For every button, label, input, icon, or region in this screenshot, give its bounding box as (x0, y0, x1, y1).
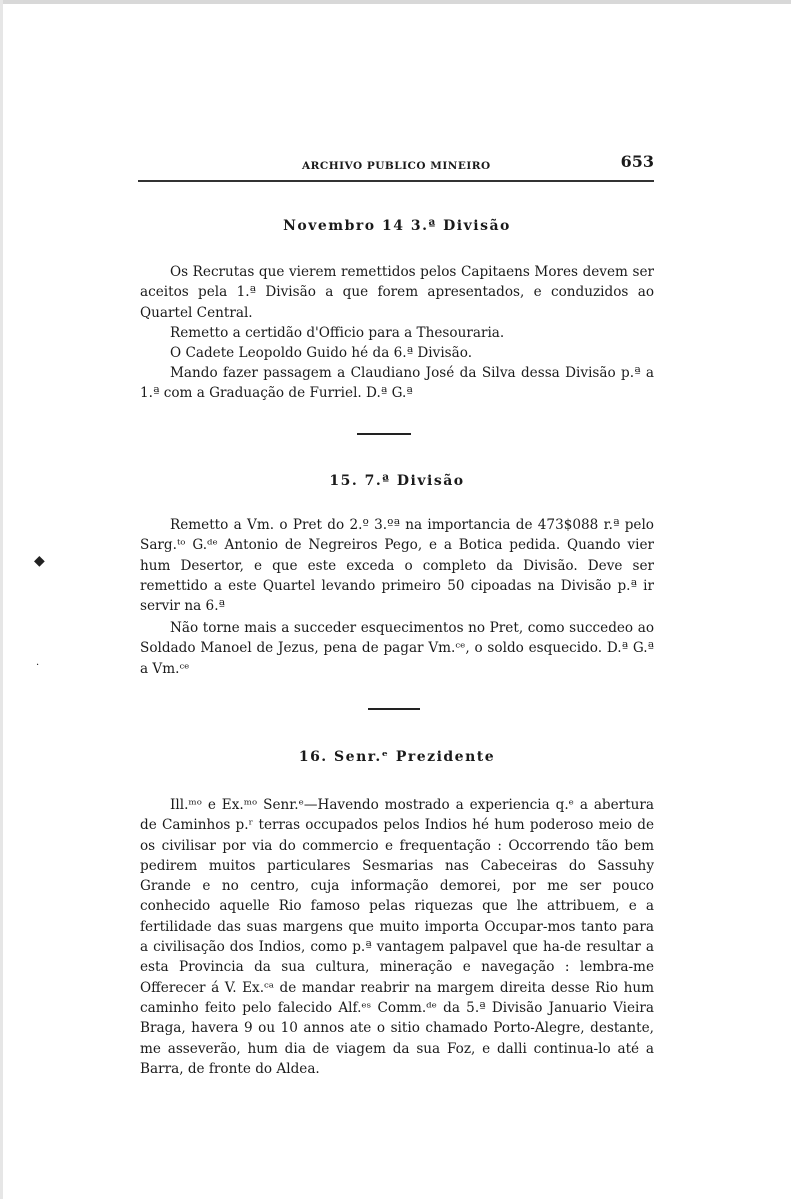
section-divider (368, 708, 420, 710)
running-title: ARCHIVO PUBLICO MINEIRO (302, 160, 491, 172)
page-header (138, 150, 654, 182)
paragraph: Não torne mais a succeder esquecimentos no Pret, como succedeo ao Soldado Manoel de Jezus, pena de pagar Vm.ᶜᵉ, o soldo esquecido. D.ª G.ª a Vm.ᶜᵉ (140, 620, 654, 677)
paragraph: O Cadete Leopoldo Guido hé da 6.ª Divisão. (170, 345, 473, 361)
margin-mark: ◆ (34, 553, 45, 569)
paragraph: Remetto a Vm. o Pret do 2.º 3.ºª na importancia de 473$088 r.ª pelo Sarg.ᵗᵒ G.ᵈᵉ Antonio de Negreiros Pego, e a Botica pedida. Quando vier hum Desertor, e que este exceda o completo da Divisão. Deve ser remettido a este Quartel levando primeiro 50 cipoadas na Divisão p.ª ir servir na 6.ª (140, 517, 654, 615)
left-scan-edge (0, 0, 3, 1199)
page-number: 653 (620, 152, 654, 171)
section-divider (357, 433, 411, 435)
entry-title: Novembro 14 3.ª Divisão (283, 218, 511, 234)
paragraph: Os Recrutas que vierem remettidos pelos Capitaens Mores devem ser aceitos pela 1.ª Divisão a que forem apresentados, e conduzidos ao Quartel Central. (140, 264, 654, 321)
paragraph: Remetto a certidão d'Officio para a Thesouraria. (170, 325, 505, 341)
entry-title: 15. 7.ª Divisão (329, 473, 465, 489)
entry-title: 16. Senr.ᵉ Prezidente (298, 749, 496, 765)
paragraph: Mando fazer passagem a Claudiano José da Silva dessa Divisão p.ª a 1.ª com a Graduação de Furriel. D.ª G.ª (140, 365, 654, 402)
top-border (0, 0, 791, 4)
paragraph: Ill.ᵐᵒ e Ex.ᵐᵒ Senr.ᵉ—Havendo mostrado a experiencia q.ᵉ a abertura de Caminhos p.ʳ terras occupados pelos Indios hé hum poderoso meio de os civilisar por via do commercio e frequentação : Occorrendo tão bem pedirem muitos particulares Sesmarias nas Cabeceiras do Sassuhy Grande e no centro, cuja informação demorei, por me ser pouco conhecido aquelle Rio famoso pelas riquezas que lhe attribuem, e a fertilidade das suas margens que muito importa Occupar-mos tanto para a civilisação dos Indios, como p.ª vantagem palpavel que ha-de resultar a esta Provincia da sua cultura, mineração e navegação : lembra-me Offerecer á V. Ex.ᶜᵃ de mandar reabrir na margem direita desse Rio hum caminho feito pelo falecido Alf.ᵉˢ Comm.ᵈᵉ da 5.ª Divisão Januario Vieira Braga, havera 9 ou 10 annos ate o sitio chamado Porto-Alegre, destante, me asseverão, hum dia de viagem da sua Foz, e dalli continua-lo até a Barra, de fronte do Aldea. (140, 797, 654, 1077)
margin-mark: · (36, 660, 40, 671)
